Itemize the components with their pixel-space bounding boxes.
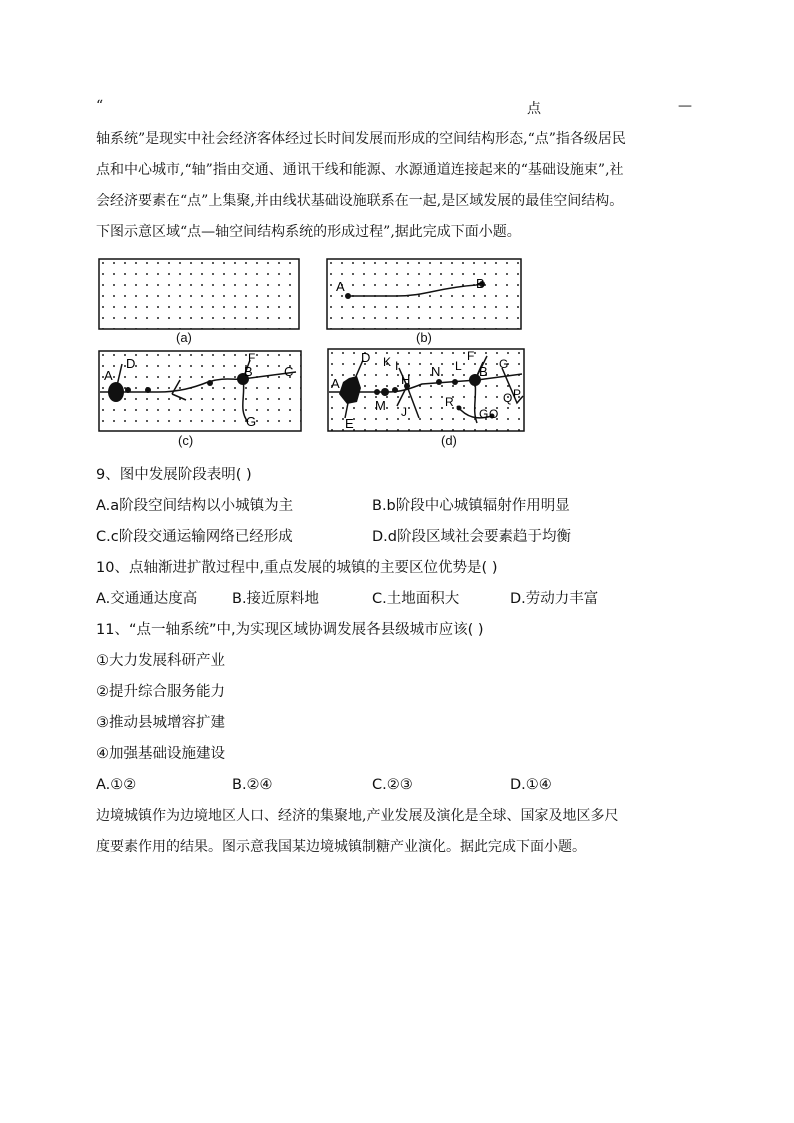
q9-option-c: C.c阶段交通运输网络已经形成 xyxy=(96,529,293,545)
label-c-f: F xyxy=(248,351,256,365)
label-d-n: N xyxy=(431,364,441,379)
panel-b-map xyxy=(326,258,522,330)
passage2-line-2: 度要素作用的结果。图示意我国某边境城镇制糖产业演化。据此完成下面小题。 xyxy=(96,839,586,855)
label-c-c: C xyxy=(284,364,294,379)
label-d-g-top: G xyxy=(499,357,509,371)
panel-d-map xyxy=(327,348,525,432)
q11-item-1: ①大力发展科研产业 xyxy=(96,653,225,669)
open-quote: “ xyxy=(96,98,104,114)
caption-b: (b) xyxy=(416,330,432,345)
label-b-a: A xyxy=(336,279,345,294)
panel-c-map xyxy=(98,350,302,432)
label-d-o: O xyxy=(489,407,499,421)
label-d-e: E xyxy=(345,416,354,431)
panel-a-map xyxy=(98,258,300,330)
passage-line-4: 会经济要素在“点”上集聚,并由线状基础设施联系在一起,是区域发展的最佳空间结构。 xyxy=(96,193,624,209)
point-char: 点 xyxy=(527,101,541,117)
passage-line-5: 下图示意区域“点—轴空间结构系统的形成过程”,据此完成下面小题。 xyxy=(96,224,521,240)
label-d-l: L xyxy=(455,359,462,373)
q11-item-4: ④加强基础设施建设 xyxy=(96,746,225,762)
label-d-a: A xyxy=(331,376,340,391)
passage2-line-1: 边境城镇作为边境地区人口、经济的集聚地,产业发展及演化是全球、国家及地区多尺 xyxy=(96,808,619,824)
caption-d: (d) xyxy=(441,433,457,448)
q11-option-d: D.①④ xyxy=(510,777,552,793)
q11-option-b: B.②④ xyxy=(232,777,273,793)
q11-item-2: ②提升综合服务能力 xyxy=(96,684,225,700)
q10-option-d: D.劳动力丰富 xyxy=(510,591,599,607)
label-c-b: B xyxy=(244,364,253,379)
label-d-r: R xyxy=(445,395,454,409)
q9-option-b: B.b阶段中心城镇辐射作用明显 xyxy=(372,498,570,514)
caption-a: (a) xyxy=(176,330,192,345)
label-d-p: P xyxy=(513,387,522,401)
label-d-q: Q xyxy=(503,391,513,405)
label-c-a: A xyxy=(104,368,113,383)
label-c-g: G xyxy=(246,414,257,429)
question-11-stem: 11、“点一轴系统”中,为实现区域协调发展各县级城市应该( ) xyxy=(96,622,484,638)
label-d-g-bottom: G xyxy=(479,407,489,421)
question-9-stem: 9、图中发展阶段表明( ) xyxy=(96,467,252,483)
label-d-b: B xyxy=(479,364,488,379)
figure-panel-d xyxy=(327,348,525,432)
label-d-f: F xyxy=(467,349,475,363)
q11-item-3: ③推动县城增容扩建 xyxy=(96,715,225,731)
q11-option-a: A.①② xyxy=(96,777,137,793)
passage-line-2: 轴系统”是现实中社会经济客体经过长时间发展而形成的空间结构形态,“点”指各级居民 xyxy=(96,131,626,147)
q9-option-d: D.d阶段区域社会要素趋于均衡 xyxy=(372,529,571,545)
q10-option-b: B.接近原料地 xyxy=(232,591,320,607)
dash-char: — xyxy=(678,98,692,114)
caption-c: (c) xyxy=(178,433,194,448)
figure-panel-c xyxy=(98,350,302,432)
label-d-d: D xyxy=(361,350,371,365)
q10-option-a: A.交通通达度高 xyxy=(96,591,198,607)
q10-option-c: C.土地面积大 xyxy=(372,591,460,607)
label-d-h: H xyxy=(401,372,411,387)
label-d-m: M xyxy=(375,398,386,413)
label-d-k: K xyxy=(383,355,392,369)
figure-panel-a xyxy=(98,258,300,330)
q11-option-c: C.②③ xyxy=(372,777,413,793)
figure-panel-b xyxy=(326,258,522,330)
passage-line-1 xyxy=(96,98,698,118)
question-10-stem: 10、点轴渐进扩散过程中,重点发展的城镇的主要区位优势是( ) xyxy=(96,560,498,576)
label-c-d: D xyxy=(126,356,136,371)
passage-line-3: 点和中心城市,“轴”指由交通、通讯干线和能源、水源通道连接起来的“基础设施束”,社 xyxy=(96,162,624,178)
q9-option-a: A.a阶段空间结构以小城镇为主 xyxy=(96,498,294,514)
label-d-i: I xyxy=(395,359,399,373)
label-b-b: B xyxy=(476,276,485,291)
label-d-j: J xyxy=(401,405,407,419)
